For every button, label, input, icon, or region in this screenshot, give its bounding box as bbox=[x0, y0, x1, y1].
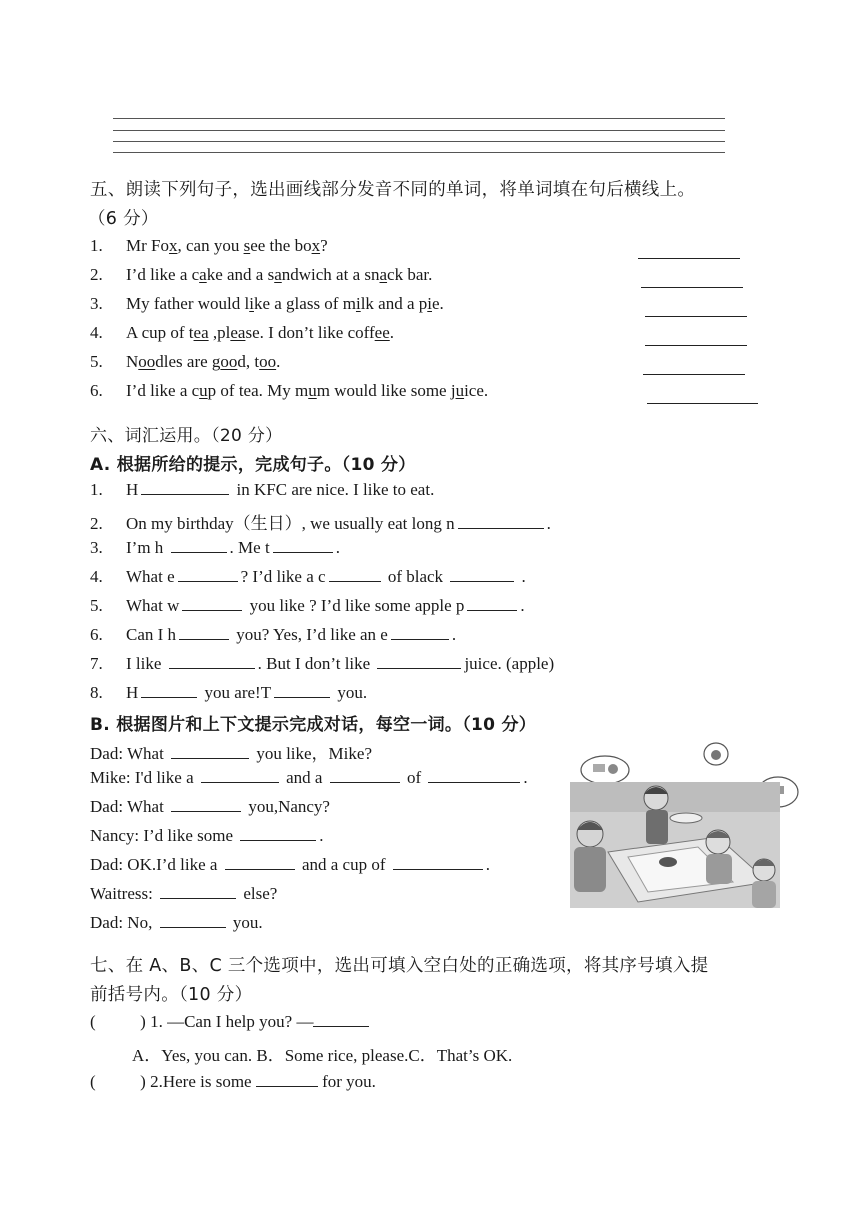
answer-blank[interactable] bbox=[273, 551, 333, 553]
item-text: . bbox=[335, 538, 340, 557]
answer-line[interactable] bbox=[645, 316, 747, 317]
section7-title-cont: 前括号内。（10 分） bbox=[90, 985, 253, 1005]
item-number: 4. bbox=[90, 567, 103, 586]
fill-in-item bbox=[90, 538, 340, 558]
dialogue-text: else? bbox=[239, 884, 278, 903]
dialogue-text: Mike: I'd like a bbox=[90, 768, 198, 787]
sentence-item bbox=[90, 265, 432, 285]
answer-line[interactable] bbox=[645, 345, 747, 346]
ruled-line bbox=[113, 118, 725, 119]
question-text-end: for you. bbox=[317, 1072, 376, 1091]
underlined-sound: oo bbox=[220, 352, 238, 371]
fill-in-item bbox=[90, 625, 456, 645]
item-text: of black bbox=[383, 567, 448, 586]
sentence-text: ice. bbox=[464, 381, 489, 400]
sentence-text: . bbox=[389, 323, 394, 342]
underlined-sound: ea bbox=[230, 323, 246, 342]
item-number: 4. bbox=[90, 323, 103, 342]
item-number: 5. bbox=[90, 352, 103, 371]
answer-blank[interactable] bbox=[160, 926, 226, 928]
sentence-text: ke and a s bbox=[206, 265, 275, 284]
answer-blank[interactable] bbox=[393, 868, 483, 870]
underlined-sound: oo bbox=[259, 352, 277, 371]
sentence-text: dles are g bbox=[155, 352, 221, 371]
answer-paren-open: ( bbox=[90, 1012, 96, 1031]
sentence-text: ke a glass of m bbox=[253, 294, 356, 313]
sentence-text: ee the bo bbox=[250, 236, 312, 255]
section5-title: 五、朗读下列句子，选出画线部分发音不同的单词，将单词填在句后横线上。 bbox=[90, 180, 696, 200]
question-text: 1. —Can I help you? — bbox=[150, 1012, 314, 1031]
answer-blank[interactable] bbox=[467, 609, 517, 611]
section6-partA-title: A. 根据所给的提示，完成句子。（10 分） bbox=[90, 455, 416, 475]
sentence-text: e. bbox=[432, 294, 444, 313]
answer-blank[interactable] bbox=[171, 810, 241, 812]
answer-blank[interactable] bbox=[141, 696, 197, 698]
dialogue-text: Waitress: bbox=[90, 884, 158, 903]
sentence-text: . bbox=[276, 352, 281, 371]
item-text: . bbox=[546, 514, 551, 533]
item-text: you. bbox=[333, 683, 368, 702]
ruled-line bbox=[113, 152, 725, 153]
dialogue-text: Nancy: I’d like some bbox=[90, 826, 238, 845]
item-text: . bbox=[517, 567, 526, 586]
dialogue-text: and a bbox=[281, 768, 327, 787]
question-2 bbox=[90, 1072, 376, 1092]
item-text: What w bbox=[126, 596, 180, 615]
answer-blank[interactable] bbox=[330, 781, 400, 783]
ruled-line bbox=[113, 141, 725, 142]
dialogue-line bbox=[90, 826, 324, 846]
ruled-line bbox=[113, 130, 725, 131]
restaurant-family-illustration bbox=[568, 742, 800, 910]
underlined-sound: a bbox=[379, 265, 388, 284]
item-text: . bbox=[520, 596, 525, 615]
answer-blank[interactable] bbox=[201, 781, 279, 783]
underlined-sound: u bbox=[308, 381, 317, 400]
item-number: 6. bbox=[90, 381, 103, 400]
answer-line[interactable] bbox=[638, 258, 740, 259]
dialogue-text: you. bbox=[228, 913, 263, 932]
item-text: juice. (apple) bbox=[464, 654, 555, 673]
item-number: 6. bbox=[90, 625, 103, 644]
sentence-text: Mr Fo bbox=[126, 236, 169, 255]
dialogue-line bbox=[90, 768, 528, 788]
item-number: 2. bbox=[90, 514, 103, 533]
answer-blank[interactable] bbox=[274, 696, 330, 698]
underlined-sound: oo bbox=[138, 352, 156, 371]
section6-title: 六、词汇运用。（20 分） bbox=[90, 426, 283, 446]
sentence-text: m would like some j bbox=[316, 381, 456, 400]
answer-blank[interactable] bbox=[240, 839, 316, 841]
underlined-sound: s bbox=[243, 236, 251, 255]
sentence-item bbox=[90, 294, 444, 314]
item-text: I’m h bbox=[126, 538, 168, 557]
dialogue-text: and a cup of bbox=[297, 855, 390, 874]
answer-blank[interactable] bbox=[171, 757, 249, 759]
answer-paren-open: ( bbox=[90, 1072, 96, 1091]
answer-line[interactable] bbox=[643, 374, 745, 375]
underlined-sound: a bbox=[274, 265, 282, 284]
underlined-sound: x bbox=[168, 236, 178, 255]
sentence-text: lk and a p bbox=[360, 294, 428, 313]
sentence-text: d, t bbox=[237, 352, 260, 371]
underlined-sound: a bbox=[199, 265, 207, 284]
answer-blank[interactable] bbox=[458, 527, 544, 529]
sentence-text: I’d like a c bbox=[126, 381, 200, 400]
answer-blank[interactable] bbox=[160, 897, 236, 899]
sentence-text: I’d like a c bbox=[126, 265, 200, 284]
section6-partB-title: B. 根据图片和上下文提示完成对话，每空一词。（10 分） bbox=[90, 715, 537, 735]
item-text: H bbox=[126, 683, 139, 702]
sentence-text: ? bbox=[320, 236, 328, 255]
dialogue-line bbox=[90, 739, 372, 764]
sentence-text: ,pl bbox=[208, 323, 231, 342]
answer-paren-close: ) bbox=[140, 1012, 146, 1031]
item-number: 3. bbox=[90, 294, 103, 313]
sentence-text: p of tea. My m bbox=[207, 381, 309, 400]
item-number: 2. bbox=[90, 265, 103, 284]
dialogue-text: . bbox=[319, 826, 324, 845]
dialogue-text: . bbox=[485, 855, 491, 874]
item-text: you are!T bbox=[200, 683, 272, 702]
item-number: 5. bbox=[90, 596, 103, 615]
section5-points: （6 分） bbox=[88, 209, 159, 229]
item-text: . bbox=[451, 625, 457, 644]
dialogue-line bbox=[90, 913, 263, 933]
answer-blank[interactable] bbox=[182, 609, 242, 611]
answer-blank[interactable] bbox=[171, 551, 227, 553]
sentence-item bbox=[90, 352, 280, 372]
item-number: 1. bbox=[90, 480, 103, 499]
sentence-text: se. I don’t like coff bbox=[245, 323, 375, 342]
answer-blank[interactable] bbox=[329, 580, 381, 582]
dialogue-line bbox=[90, 855, 490, 875]
question-1-options: A．Yes, you can. B．Some rice, please.C．That’s OK. bbox=[132, 1046, 513, 1065]
item-text: . Me t bbox=[229, 538, 270, 557]
fill-in-item bbox=[90, 509, 551, 534]
fill-in-item bbox=[90, 654, 554, 674]
sentence-item bbox=[90, 381, 488, 401]
question-text: 2.Here is some bbox=[150, 1072, 256, 1091]
answer-blank[interactable] bbox=[141, 493, 229, 495]
underlined-sound: i bbox=[249, 294, 254, 313]
answer-paren-close: ) bbox=[140, 1072, 146, 1091]
underlined-sound: i bbox=[427, 294, 432, 313]
dialogue-text: Dad: What bbox=[90, 797, 169, 816]
item-text: you? Yes, I’d like an e bbox=[232, 625, 388, 644]
answer-blank[interactable] bbox=[377, 667, 461, 669]
sentence-text: My father would l bbox=[126, 294, 250, 313]
fill-in-item bbox=[90, 567, 526, 587]
dialogue-text: Dad: What bbox=[90, 744, 169, 763]
dialogue-line bbox=[90, 884, 277, 904]
sentence-text: N bbox=[126, 352, 139, 371]
item-text: H bbox=[126, 480, 139, 499]
sentence-item bbox=[90, 236, 328, 256]
question-1 bbox=[90, 1012, 369, 1032]
item-number: 8. bbox=[90, 683, 103, 702]
answer-blank[interactable] bbox=[256, 1085, 318, 1087]
underlined-sound: x bbox=[311, 236, 321, 255]
item-number: 3. bbox=[90, 538, 103, 557]
item-text: I like bbox=[126, 654, 166, 673]
dialogue-text: . bbox=[523, 768, 528, 787]
item-text: you like ? I’d like some apple p bbox=[245, 596, 465, 615]
sentence-item bbox=[90, 323, 394, 343]
dialogue-text: Dad: No, bbox=[90, 913, 157, 932]
dialogue-line bbox=[90, 797, 330, 817]
item-text: . But I don’t like bbox=[257, 654, 375, 673]
item-text: What e bbox=[126, 567, 175, 586]
answer-line[interactable] bbox=[641, 287, 743, 288]
sentence-text: A cup of t bbox=[126, 323, 194, 342]
answer-blank[interactable] bbox=[178, 580, 238, 582]
item-text: Can I h bbox=[126, 625, 177, 644]
item-text: in KFC are nice. I like to eat. bbox=[232, 480, 435, 499]
underlined-sound: ee bbox=[374, 323, 390, 342]
fill-in-item bbox=[90, 596, 525, 616]
item-number: 7. bbox=[90, 654, 103, 673]
fill-in-item bbox=[90, 480, 434, 500]
dialogue-text: Dad: OK.I’d like a bbox=[90, 855, 222, 874]
dialogue-text: of bbox=[402, 768, 426, 787]
answer-blank[interactable] bbox=[225, 868, 295, 870]
answer-blank[interactable] bbox=[391, 638, 449, 640]
section7-title: 七、在 A、B、C 三个选项中，选出可填入空白处的正确选项，将其序号填入提 bbox=[90, 956, 709, 976]
sentence-text: , can you bbox=[177, 236, 244, 255]
dialogue-text: you,Nancy? bbox=[244, 797, 330, 816]
answer-blank[interactable] bbox=[169, 667, 255, 669]
underlined-sound: ea bbox=[193, 323, 209, 342]
sentence-text: ck bar. bbox=[387, 265, 433, 284]
answer-line[interactable] bbox=[647, 403, 758, 404]
item-number: 1. bbox=[90, 236, 103, 255]
item-text: ? I’d like a c bbox=[240, 567, 326, 586]
item-text: On my birthday（生日）, we usually eat long n bbox=[126, 514, 455, 533]
dialogue-text: you like，Mike? bbox=[252, 744, 372, 763]
answer-blank[interactable] bbox=[450, 580, 514, 582]
sentence-text: ndwich at a sn bbox=[281, 265, 380, 284]
underlined-sound: i bbox=[355, 294, 361, 313]
answer-blank[interactable] bbox=[428, 781, 520, 783]
answer-blank[interactable] bbox=[179, 638, 229, 640]
underlined-sound: u bbox=[199, 381, 208, 400]
underlined-sound: u bbox=[455, 381, 465, 400]
answer-blank[interactable] bbox=[313, 1025, 369, 1027]
fill-in-item bbox=[90, 683, 367, 703]
